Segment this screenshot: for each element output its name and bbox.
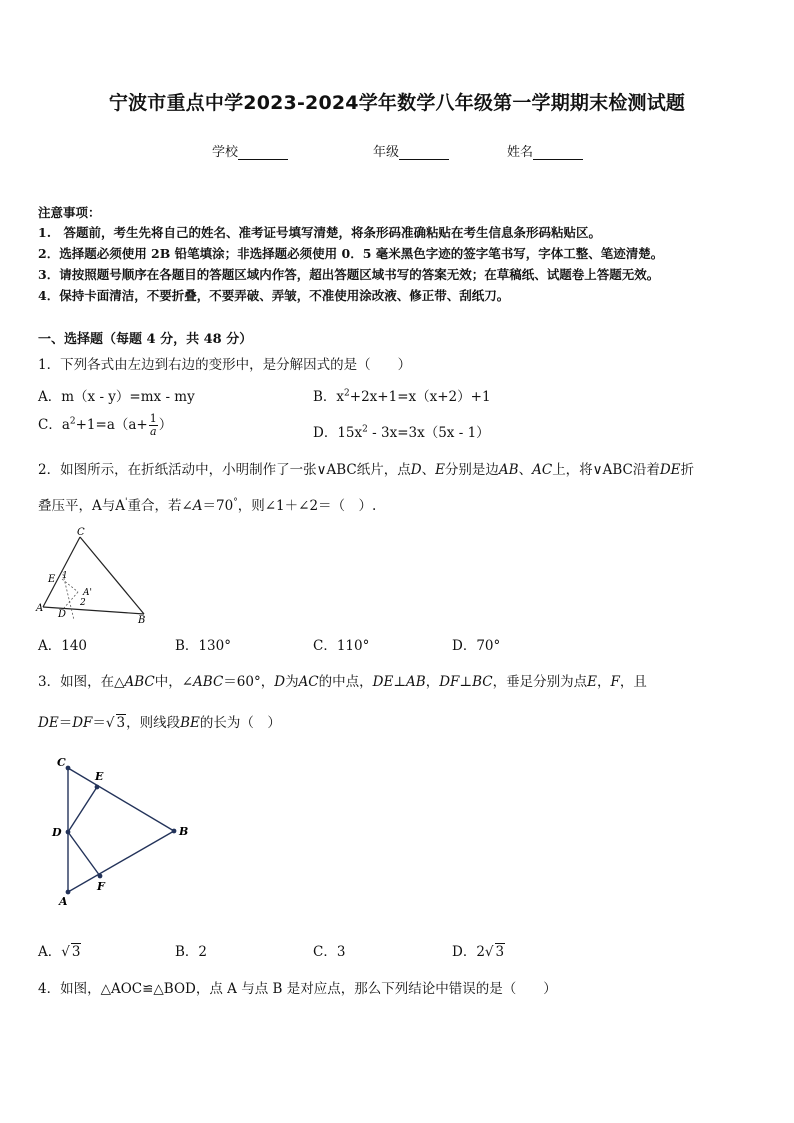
question-3-line2 — [38, 711, 281, 731]
text: ＝60°， — [223, 674, 275, 690]
math-var: DE — [659, 462, 681, 478]
text: A． — [38, 944, 62, 960]
q3-option-b: B．2 — [175, 944, 208, 960]
math-var: DF — [72, 715, 93, 731]
text: ， — [597, 674, 611, 690]
fig-label-b: B — [138, 615, 146, 626]
text: ，且 — [619, 674, 647, 690]
question-2-line2 — [38, 494, 376, 514]
note-item: 4．保持卡面清洁，不要折叠，不要弄破、弄皱，不准使用涂改液、修正带、刮纸刀。 — [38, 288, 510, 303]
name-blank — [533, 145, 583, 160]
math-var: AC — [298, 674, 319, 690]
q1-d-post: - 3x=3x（5x - 1） — [367, 425, 490, 441]
math-var: A — [192, 498, 203, 514]
q3-figure — [50, 755, 195, 910]
note-item: 1. 答题前，考生先将自己的姓名、准考证号填写清楚，将条形码准确粘贴在考生信息条形码粘贴区。 — [38, 225, 602, 240]
text: ＝ — [92, 715, 106, 731]
sqrt-sign: √ — [484, 944, 494, 960]
name-field — [507, 141, 583, 160]
degree-mark: ° — [233, 497, 238, 508]
q2-option-b: B．130° — [175, 638, 231, 654]
text: 、 — [421, 462, 436, 478]
text: 叠压平，A与A — [38, 498, 125, 514]
q1-b-sup: 2 — [344, 388, 350, 399]
perp-sign: ⊥ — [393, 674, 407, 690]
q1-option-a: A．m（x - y）=mx - my — [38, 389, 195, 405]
name-label: 姓名 — [507, 145, 534, 160]
text: 中，∠ — [154, 674, 194, 690]
fig-label-aprime: A' — [83, 588, 92, 598]
q1-option-d — [313, 421, 490, 441]
q3-option-d — [452, 940, 505, 960]
sqrt-value: 3 — [71, 944, 81, 960]
q3-option-a — [38, 940, 81, 960]
q3-option-c: C．3 — [313, 944, 346, 960]
perp-sign: ⊥ — [459, 674, 473, 690]
math-var: ABC — [193, 674, 224, 690]
text: 重合，若∠ — [127, 498, 193, 514]
fig-label-e: E — [48, 574, 56, 585]
page-title: 宁波市重点中学2023-2024学年数学八年级第一学期期末检测试题 — [108, 92, 686, 114]
math-var: ABC — [124, 674, 155, 690]
math-var: E — [435, 462, 445, 478]
fig-label-c: C — [57, 756, 66, 769]
math-var: F — [610, 674, 620, 690]
school-field — [212, 141, 288, 160]
text: 的长为（ ） — [199, 715, 281, 731]
text: D．2 — [452, 944, 485, 960]
fraction-numerator: 1 — [149, 412, 157, 425]
text: 上，将∨ABC沿着 — [552, 462, 660, 478]
text: 2．如图所示，在折纸活动中，小明制作了一张∨ABC纸片，点 — [38, 462, 411, 478]
math-var: BC — [472, 674, 493, 690]
fraction-denominator: a — [149, 425, 157, 438]
fig-label-e: E — [95, 770, 104, 783]
math-var: D — [274, 674, 286, 690]
fig-label-d: D — [52, 826, 62, 839]
q1-option-c — [38, 413, 172, 438]
fig-label-2: 2 — [80, 598, 86, 608]
math-var: D — [410, 462, 422, 478]
text: 的中点， — [318, 674, 373, 690]
text: ＝70 — [202, 498, 234, 514]
q1-c-post: ） — [158, 417, 173, 433]
math-var: DE — [372, 674, 394, 690]
sqrt-value: 3 — [116, 715, 126, 731]
grade-label: 年级 — [373, 145, 400, 160]
fig-label-a: A — [59, 895, 68, 908]
q1-c-fraction — [149, 413, 158, 438]
math-var: DF — [439, 674, 460, 690]
prime-mark: ' — [125, 497, 128, 508]
q2-figure — [34, 522, 154, 626]
fig-label-a: A — [36, 603, 44, 614]
text: 折 — [680, 462, 695, 478]
text: ，垂足分别为点 — [492, 674, 588, 690]
math-var: AC — [532, 462, 553, 478]
math-var: E — [587, 674, 597, 690]
sqrt-sign: √ — [61, 944, 70, 960]
text: ，则线段 — [126, 715, 181, 731]
q1-b-post: +2x+1=x（x+2）+1 — [349, 389, 491, 405]
q1-c-pre: C．a — [38, 417, 70, 433]
text: 为 — [285, 674, 299, 690]
text: 分别是边 — [444, 462, 499, 478]
q1-c-sup: 2 — [69, 416, 76, 427]
question-1-stem: 1．下列各式由左边到右边的变形中，是分解因式的是（ ） — [38, 357, 412, 373]
section-title: 一、选择题（每题 4 分，共 48 分） — [38, 332, 253, 347]
sqrt-sign: √ — [105, 715, 115, 731]
text: ＝ — [58, 715, 73, 731]
fig-label-d: D — [58, 609, 67, 620]
q1-b-pre: B．x — [313, 389, 345, 405]
q2-option-d: D．70° — [452, 638, 501, 654]
fig-label-c: C — [77, 527, 85, 538]
fig-label-f: F — [97, 880, 105, 893]
fig-label-1: 1 — [62, 571, 68, 581]
math-var: DE — [38, 715, 59, 731]
text: 3．如图，在△ — [38, 674, 125, 690]
question-3-line1 — [38, 670, 647, 690]
notes-title: 注意事项： — [38, 205, 101, 220]
text: 、 — [518, 462, 533, 478]
math-var: BE — [180, 715, 200, 731]
school-blank — [238, 145, 288, 160]
grade-blank — [399, 145, 449, 160]
note-item: 3．请按照题号顺序在各题目的答题区域内作答，超出答题区域书写的答案无效；在草稿纸、试题卷上答题无效。 — [38, 267, 660, 282]
q1-d-sup: 2 — [362, 424, 368, 435]
note-item: 2．选择题必须使用 2B 铅笔填涂；非选择题必须使用 0．5 毫米黑色字迹的签字笔书写，字体工整、笔迹清楚。 — [38, 246, 664, 261]
fig-label-b: B — [179, 825, 189, 838]
q2-option-c: C．110° — [313, 638, 370, 654]
grade-field — [373, 141, 449, 160]
q1-d-pre: D．15x — [313, 425, 363, 441]
text: ，则∠1＋∠2＝（ ）. — [237, 498, 377, 514]
sqrt-value: 3 — [495, 944, 505, 960]
school-label: 学校 — [212, 145, 239, 160]
math-var: AB — [406, 674, 426, 690]
math-var: AB — [498, 462, 519, 478]
q2-option-a: A．140 — [38, 638, 88, 654]
question-4-stem: 4．如图，△AOC≌△BOD，点 A 与点 B 是对应点，那么下列结论中错误的是（ ） — [38, 981, 557, 997]
question-2-line1 — [38, 458, 694, 478]
text: ， — [425, 674, 440, 690]
q1-c-mid: +1=a（a+ — [75, 417, 148, 433]
q1-option-b — [313, 385, 491, 405]
